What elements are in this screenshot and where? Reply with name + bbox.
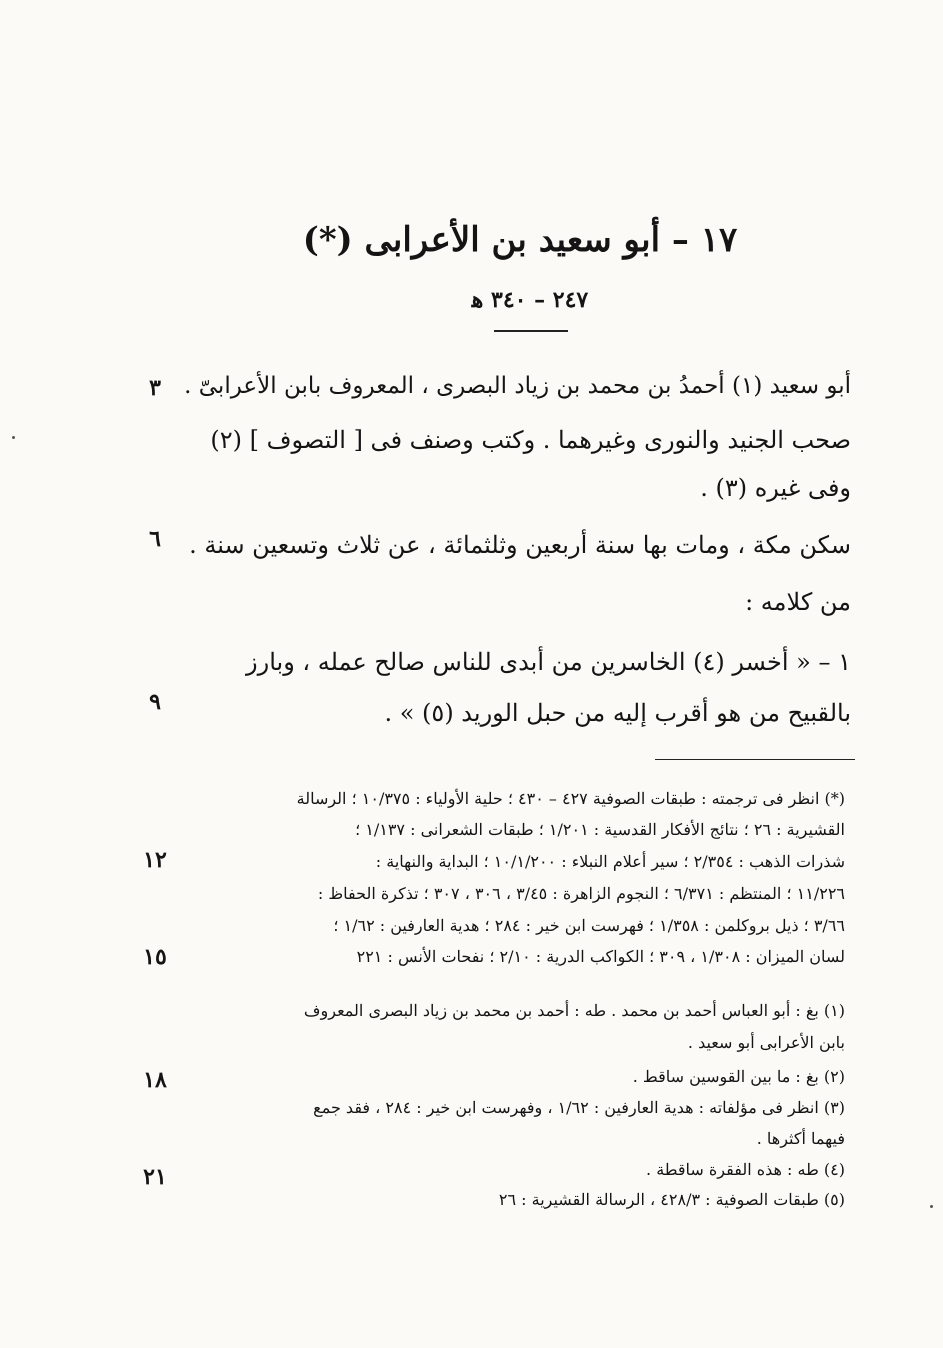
footnote-star-line-5: ٣/٦٦ ؛ ذيل بروكلمن : ١/٣٥٨ ؛ فهرست ابن خير : ٢٨٤ ؛ هدية العارفين : ١/٦٢ ؛ — [333, 916, 845, 935]
body-line-7: بالقبيح من هو أقرب إليه من حبل الوريد (٥) » . — [384, 699, 851, 727]
line-number: ١٢ — [143, 847, 167, 873]
body-line-5: من كلامه : — [745, 588, 851, 616]
title-divider — [494, 330, 568, 332]
footnote-star-line-2: القشيرية : ٢٦ ؛ نتائج الأفكار القدسية : ١/٢٠١ ؛ طبقات الشعرانى : ١/١٣٧ ؛ — [355, 820, 845, 839]
line-number: ١٨ — [143, 1067, 167, 1093]
footnote-divider — [655, 759, 855, 760]
footnote-star-line-4: ١١/٢٢٦ ؛ المنتظم : ٦/٣٧١ ؛ النجوم الزاهرة : ٣/٤٥ ، ٣٠٦ ، ٣٠٧ ؛ تذكرة الحفاظ : — [317, 884, 845, 903]
body-line-3: وفى غيره (٣) . — [700, 474, 851, 502]
footnote-3-line-1: (٣) انظر فى مؤلفاته : هدية العارفين : ١/٦٢ ، وفهرست ابن خير : ٢٨٤ ، فقد جمع — [313, 1098, 845, 1117]
body-line-1: أبو سعيد (١) أحمدُ بن محمد بن زياد البصرى ، المعروف بابن الأعرابىّ . — [184, 373, 851, 399]
footnote-star-line-1: (*) انظر فى ترجمته : طبقات الصوفية ٤٢٧ – ٤٣٠ ؛ حلية الأولياء : ١٠/٣٧٥ ؛ الرسالة — [296, 789, 845, 808]
line-number: ٣ — [149, 375, 161, 401]
line-number: ٢١ — [143, 1164, 167, 1190]
line-number: ٩ — [149, 689, 161, 715]
entry-title: ١٧ – أبو سعيد بن الأعرابى (*) — [302, 220, 738, 260]
body-line-4: سكن مكة ، ومات بها سنة أربعين وثلثمائة ، عن ثلاث وتسعين سنة . — [189, 531, 851, 559]
footnote-3-line-2: فيهما أكثرها . — [756, 1129, 845, 1148]
body-line-6: ١ – « أخسر (٤) الخاسرين من أبدى للناس صالح عمله ، وبارز — [246, 648, 851, 676]
scan-speck — [12, 436, 15, 439]
footnote-star-line-6: لسان الميزان : ١/٣٠٨ ، ٣٠٩ ؛ الكواكب الدرية : ٢/١٠ ؛ نفحات الأنس : ٢٢١ — [356, 947, 845, 966]
entry-dates: ٢٤٧ – ٣٤٠ ﻫ — [471, 287, 589, 313]
scan-speck — [930, 1205, 933, 1208]
footnote-5: (٥) طبقات الصوفية : ٤٢٨/٣ ، الرسالة القشيرية : ٢٦ — [498, 1190, 845, 1209]
footnote-1-line-2: بابن الأعرابى أبو سعيد . — [687, 1033, 845, 1052]
footnote-star-line-3: شذرات الذهب : ٢/٣٥٤ ؛ سير أعلام النبلاء : ١٠/١/٢٠٠ ؛ البداية والنهاية : — [375, 852, 845, 871]
footnote-4: (٤) طه : هذه الفقرة ساقطة . — [646, 1160, 845, 1179]
footnote-1-line-1: (١) بغ : أبو العباس أحمد بن محمد . طه : أحمد بن محمد بن زياد البصرى المعروف — [303, 1001, 845, 1020]
footnote-2: (٢) بغ : ما بين القوسين ساقط . — [632, 1067, 845, 1086]
body-line-2: صحب الجنيد والنورى وغيرهما . وكتب وصنف فى [ التصوف ] (٢) — [210, 426, 851, 454]
line-number: ١٥ — [143, 944, 167, 970]
line-number: ٦ — [149, 526, 161, 552]
